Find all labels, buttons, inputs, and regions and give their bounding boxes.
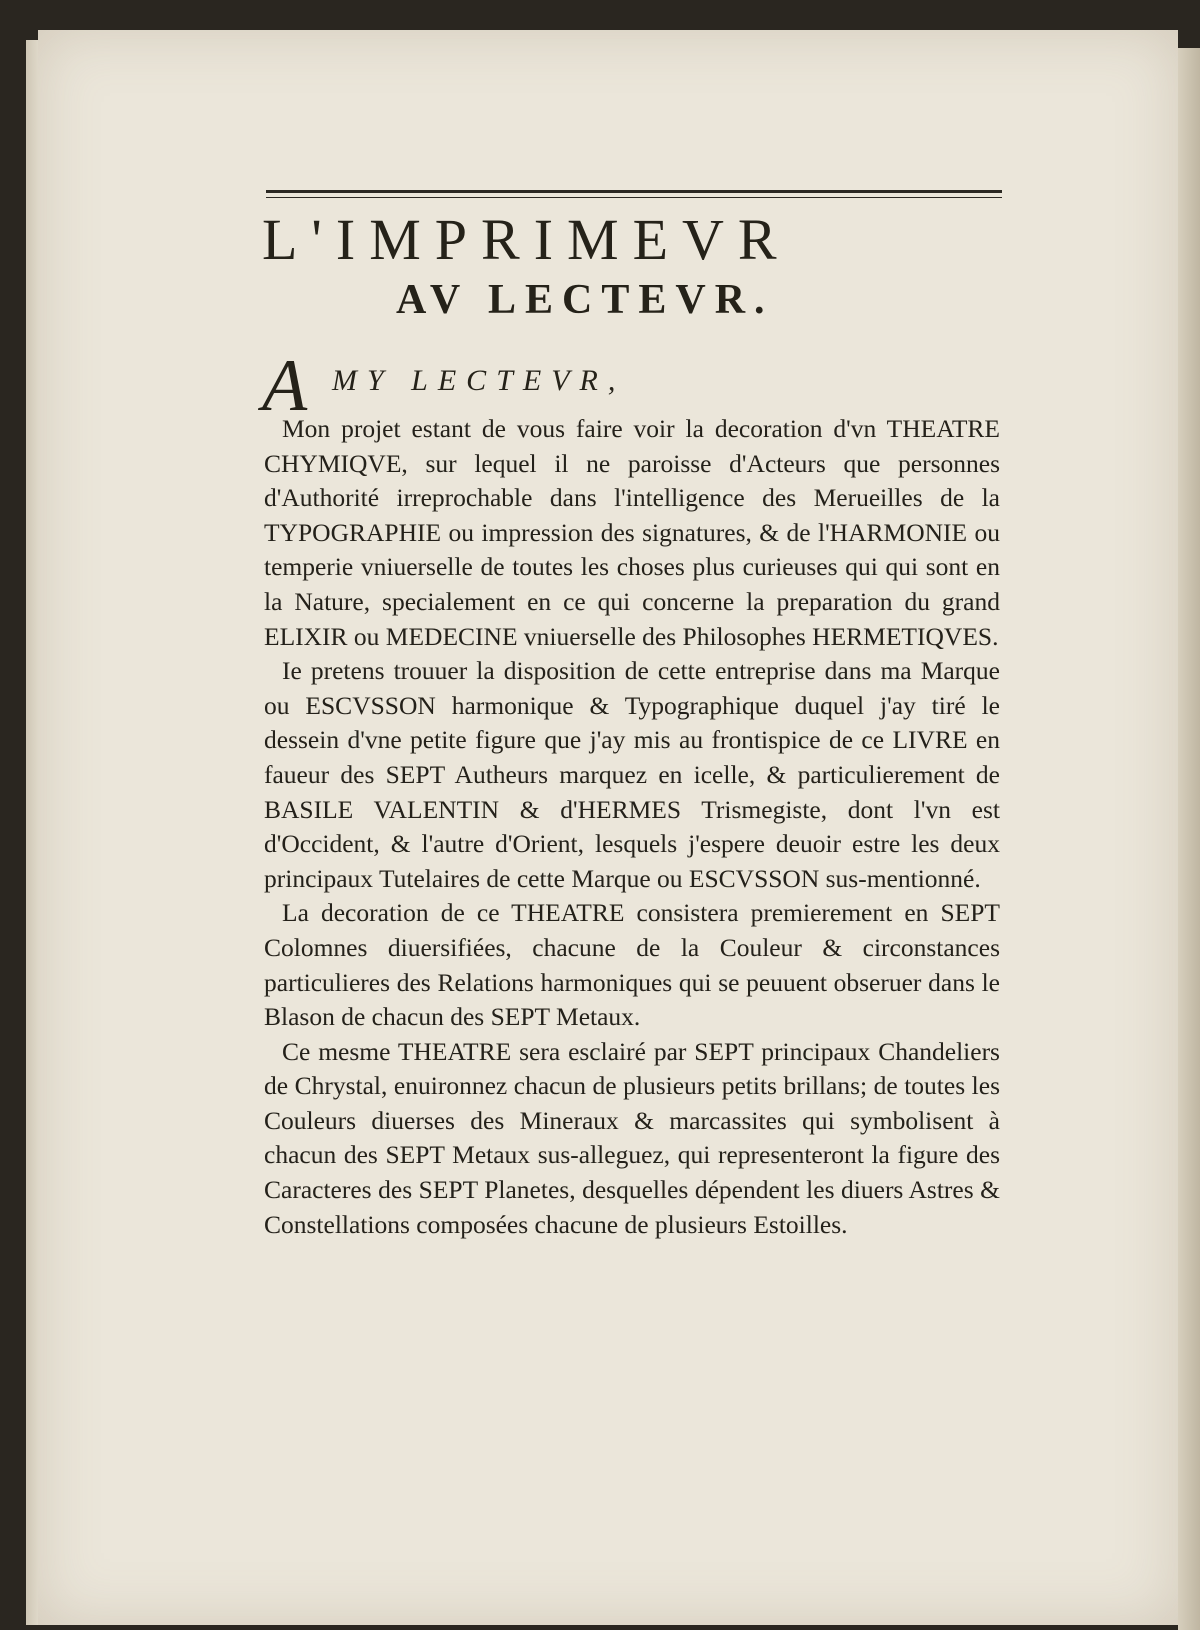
paragraph-4: Ce mesme THEATRE sera esclairé par SEPT principaux Chandeliers de Chrystal, enuironnez chacun de plusieurs petits brillans; de toutes les Couleurs diuerses des Mineraux & marcassites qui symbolisent à chacun des SEPT Metaux sus-alleguez, qui representeront la figure des Caracteres des SEPT Planetes, desquelles dépendent les diuers Astres & Constellations composées chacune de plusieurs Estoilles. [264, 1036, 1000, 1239]
paragraph-2: Ie pretens trouuer la disposition de cette entreprise dans ma Marque ou ESCVSSON harmonique & Typographique duquel j'ay tiré le dessein d'vne petite figure que j'ay mis au frontispice de ce LIVRE en faueur des SEPT Autheurs marquez en icelle, & particulierement de BASILE VALENTIN & d'HERMES Trismegiste, dont l'vn est d'Occident, & l'autre d'Orient, lesquels j'espere deuoir estre les deux principaux Tutelaires de cette Marque ou ESCVSSON sus-mentionné. [264, 656, 1000, 893]
page-subtitle: AV LECTEVR. [396, 277, 774, 323]
header-rule [266, 190, 1002, 193]
drop-cap: A [262, 345, 308, 427]
page-title: L'IMPRIMEVR [262, 207, 791, 272]
right-page-edge [1178, 48, 1200, 1630]
body-text [264, 412, 1000, 1242]
paragraph-1: Mon projet estant de vous faire voir la decoration d'vn THEATRE CHYMIQVE, sur lequel il ne paroisse d'Acteurs que personnes d'Authorité irreprochable dans l'intelligence des Merueilles de la TYPOGRAPHIE ou impression des signatures, & de l'HARMONIE ou temperie vniuerselle de toutes les choses plus curieuses qui qui sont en la Nature, specialement en ce qui concerne la preparation du grand ELIXIR ou MEDECINE vniuerselle des Philosophes HERMETIQVES. [264, 414, 1000, 651]
salutation [262, 345, 962, 427]
header-rule-thin [266, 197, 1002, 198]
paragraph-3: La decoration de ce THEATRE consistera premierement en SEPT Colomnes diuersifiées, chacune de la Couleur & circonstances particulieres des Relations harmoniques qui se peuuent obseruer dans le Blason de chacun des SEPT Metaux. [264, 898, 1000, 1032]
salutation-text: MY LECTEVR, [332, 364, 626, 397]
